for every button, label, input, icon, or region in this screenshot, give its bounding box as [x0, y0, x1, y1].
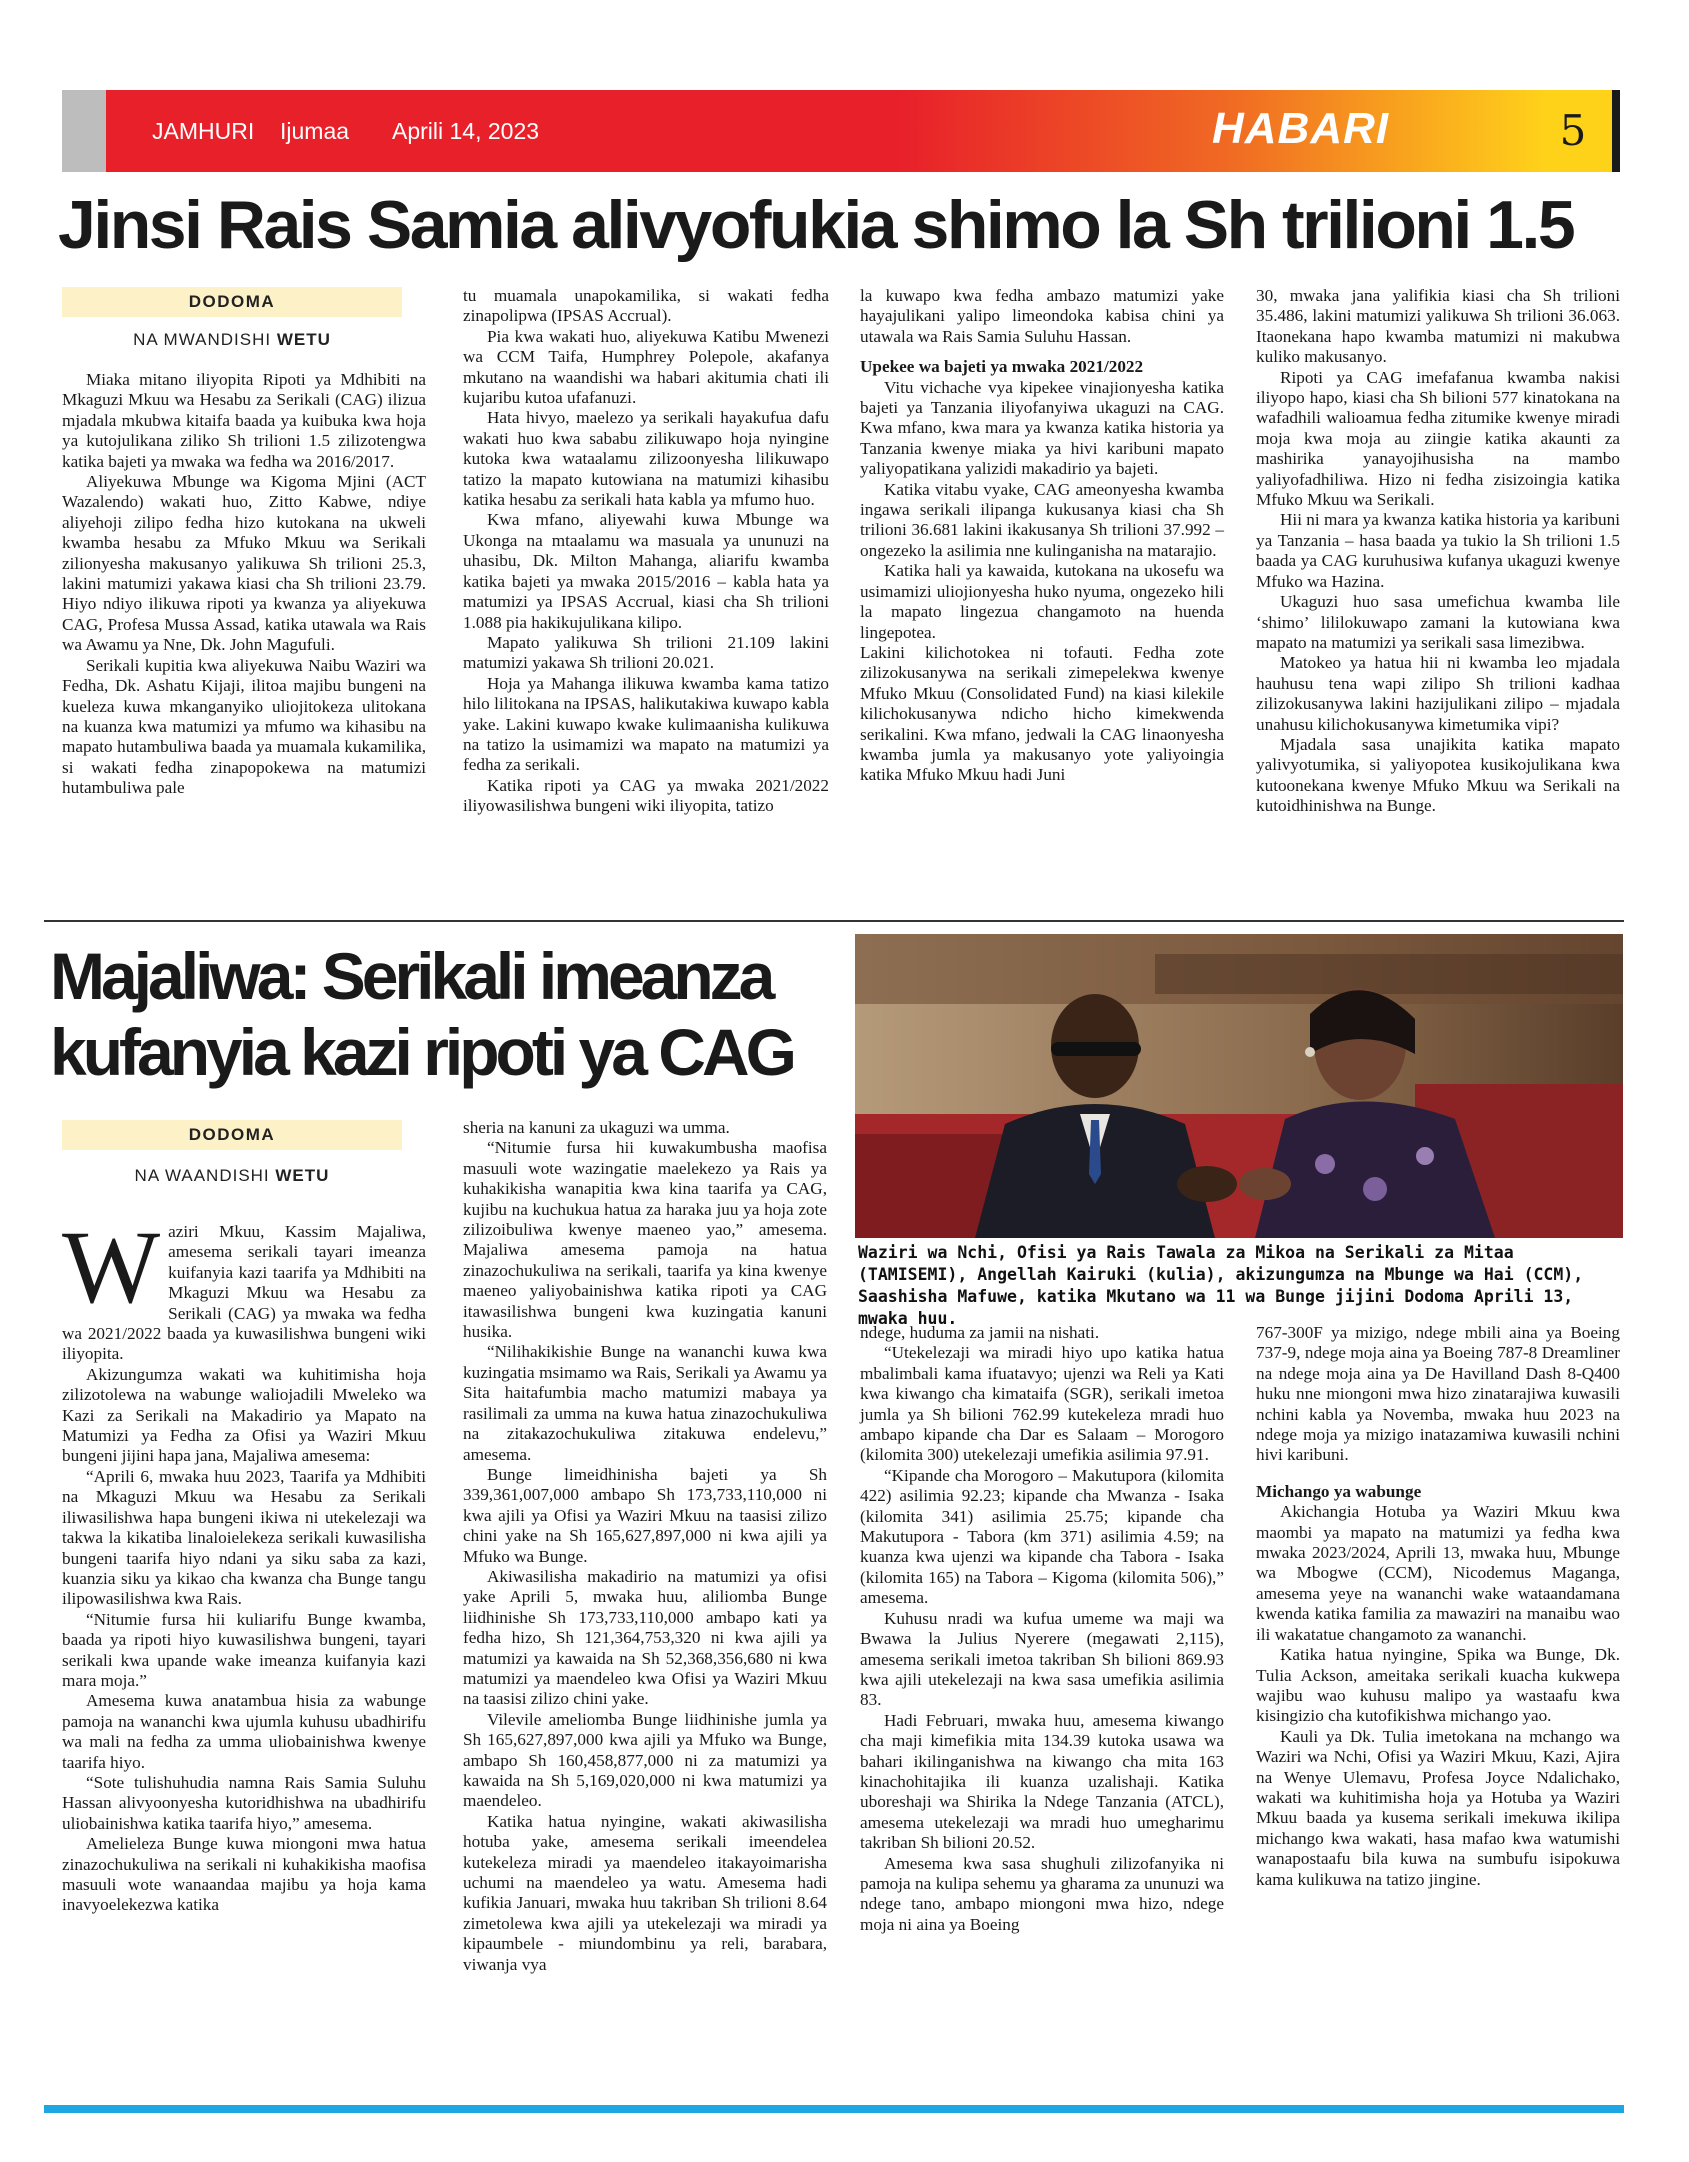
header-paper-name: JAMHURI — [152, 118, 255, 144]
photo-illustration — [855, 934, 1623, 1238]
paragraph: sheria na kanuni za ukaguzi wa umma. — [463, 1118, 730, 1137]
paragraph: tu muamala unapokamilika, si wakati fedha zinapolipwa (IPSAS Accrual). — [463, 286, 829, 326]
paragraph: Vitu vichache vya kipekee vinajionyesha katika bajeti ya Tanzania iliyofanyiwa ukaguzi na CAG. Kwa mfano, kwa mara ya kwanza katika historia ya Tanzania kwenye miaka ya hivi karibuni mapato yaliyopatikana yalizidi makadirio ya bajeti. — [860, 377, 1224, 479]
story1-byline-prefix: NA MWANDISHI — [133, 330, 272, 349]
paragraph: Kauli ya Dk. Tulia imetokana na mchango wa Waziri wa Nchi, Ofisi ya Waziri Mkuu, Kazi, Ajira na Wenye Ulemavu, Profesa Joyce Ndalichako, wakati wa kuhitimisha hoja ya Hotuba ya Waziri Mkuu baada ya kusema serikali imekuwa ikilipa michango kwa wakati, hasa mafao kwa watumishi wanapostaafu bila kuwa na sumbufu isipokuwa kama kulikuwa na tatizo jingine. — [1256, 1726, 1620, 1889]
paragraph: Akichangia Hotuba ya Waziri Mkuu kwa maombi ya mapato na matumizi ya fedha kwa mwaka 2023/2024, Aprili 13, mwaka huu, Mbunge wa Mbogwe (CCM), Nicodemus Maganga, amesema yeye na wananchi wake wataandamana kwenda katika familia za mawaziri na manaibu wao ili wakatatue changamoto za wananchi. — [1256, 1502, 1620, 1644]
story2-lead-paragraph — [62, 1210, 426, 1365]
paragraph: Miaka mitano iliyopita Ripoti ya Mdhibiti na Mkaguzi Mkuu wa Hesabu za Serikali (CAG) ilizua mjadala mkubwa kitaifa baada ya kuibuka kwa hoja ya kutojulikana ziliko Sh trilioni 1.5 zilizotengwa katika bajeti ya mwaka wa fedha wa 2016/2017. — [62, 370, 426, 471]
header-grey-block — [62, 90, 106, 172]
paragraph: Hii ni mara ya kwanza katika historia ya karibuni ya Tanzania – hasa baada ya tukio la Sh trilioni 1.5 baada ya CAG kuruhusiwa kufanya ukaguzi kwenye Mfuko wa Hazina. — [1256, 510, 1620, 591]
footer-bar — [44, 2105, 1624, 2113]
paragraph: “Sote tulishuhudia namna Rais Samia Suluhu Hassan alivyoonyesha kutoridhishwa na ubadhirifu uliobainishwa katika taarifa hiyo,” amesema. — [62, 1772, 426, 1833]
paragraph: Matokeo ya hatua hii ni kwamba leo mjadala hauhusu tena wapi zilipo Sh trilioni kadhaa zilizokusanywa lakini hazijulikani zilipo – mjadala unahusu kilichokusanywa kimetumika vipi? — [1256, 653, 1620, 734]
header-date: Aprili 14, 2023 — [392, 118, 540, 144]
paragraph: Vilevile ameliomba Bunge liidhinishe jumla ya Sh 165,627,897,000 kwa ajili ya Mfuko wa Bunge, ambapo Sh 160,458,877,000 ni za matumizi ya kawaida na Sh 5,169,020,000 ni kwa matumizi ya maendeleo. — [463, 1709, 827, 1811]
story1-byline — [62, 330, 402, 350]
paragraph: 767-300F ya mizigo, ndege mbili aina ya Boeing 737-9, ndege moja aina ya Boeing 787-8 Dreamliner na ndege moja aina ya De Havilland Dash 8-Q400 huku nne miongoni mwa hizo zinatarajiwa kuwasili nchini kabla ya Novemba, mwaka huu 2023 na ndege moja ya mizigo inatazamiwa kuwasili nchini hivi karibuni. — [1256, 1323, 1620, 1465]
paragraph: Mapato yalikuwa Sh trilioni 21.109 lakini matumizi yakawa Sh trilioni 20.021. — [463, 632, 829, 673]
paragraph: Kwa mfano, aliyewahi kuwa Mbunge wa Ukonga na mtaalamu wa masuala ya ununuzi na uhasibu, Dk. Milton Mahanga, aliarifu kwamba katika bajeti ya mwaka 2015/2016 – kabla hata ya matumizi ya IPSAS Accrual, kiasi cha Sh trilioni 1.088 pia hakikujulikana kilipo. — [463, 510, 829, 632]
paragraph: 30, mwaka jana yalifikia kiasi cha Sh trilioni 35.486, lakini matumizi yalikuwa Sh trilioni 36.063. Itaonekana hapo kwamba matumizi ni makubwa kuliko makusanyo. — [1256, 286, 1620, 367]
paragraph: Katika vitabu vyake, CAG ameonyesha kwamba ingawa serikali ilipanga kukusanya kiasi cha Sh trilioni 36.681 lakini ikakusanya Sh trilioni 37.992 – ongezeko la asilimia nne kulinganisha na matarajio. — [860, 479, 1224, 560]
story1-dateline: DODOMA — [62, 287, 402, 317]
paragraph: Mjadala sasa unajikita katika mapato yalivyotumika, si yaliyopotea kusikojulikana kwa kutoonekana kwenye Mfuko Mkuu wa Serikali na kutoidhinishwa na Bunge. — [1256, 734, 1620, 816]
story2-byline — [62, 1166, 402, 1186]
paragraph: Katika hali ya kawaida, kutokana na ukosefu wa usimamizi uliojionyesha huko nyuma, ongezeko hili la mapato lingezua changamoto na huenda lingepotea. — [860, 561, 1224, 642]
story2-column-3 — [860, 1323, 1224, 1935]
paragraph: Kuhusu nradi wa kufua umeme wa maji wa Bwawa la Julius Nyerere (megawati 2,115), amesema serikali imetoa takriban Sh bilioni 869.93 kwa ajili utekelezaji na kwa sasa umefikia asilimia 83. — [860, 1608, 1224, 1710]
paragraph: la kuwapo kwa fedha ambazo matumizi yake hayajulikani yalipo limeondoka kabisa chini ya utawala wa Rais Samia Suluhu Hassan. — [860, 286, 1224, 346]
page-number: 5 — [1559, 106, 1587, 155]
paragraph: “Utekelezaji wa miradi hiyo upo katika hatua mbalimbali kama ifuatavyo; ujenzi wa Reli ya Kati kwa kiwango cha kimataifa (SGR), serikali imetoa jumla ya Sh bilioni 762.99 kutekeleza mradi huo ambapo kipande cha Dar es Salaam – Morogoro (kilomita 300) utekelezaji umefikia asilimia 97.91. — [860, 1343, 1224, 1465]
paragraph: Amesema kuwa anatambua hisia za wabunge pamoja na wananchi kwa ujumla kuhusu ubadhirifu wa mali na fedha za umma uliobainishwa kwenye taarifa hiyo. — [62, 1691, 426, 1772]
story2-headline-line2: kufanyia kazi ripoti ya CAG — [50, 1015, 793, 1089]
header-day: Ijumaa — [280, 118, 350, 144]
story1-column-4 — [1256, 286, 1620, 817]
story2-dateline: DODOMA — [62, 1120, 402, 1150]
paragraph: “Nilihakikishie Bunge na wananchi kuwa kwa kuzingatia msimamo wa Rais, Serikali ya Awamu ya Sita haitafumbia macho matumizi mabaya ya rasilimali za umma na kuwa hatua zinazochukuliwa na zitakazochukuliwa zitakuwa endelevu,” amesema. — [463, 1342, 827, 1464]
paragraph: Amesema kwa sasa shughuli zilizofanyika ni pamoja na kulipa sehemu ya gharama za ununuzi wa ndege tano, ambapo miongoni mwa hizo, ndege moja ni aina ya Boeing — [860, 1853, 1224, 1934]
header-section: HABARI — [1212, 104, 1390, 153]
header-edge-bar — [1612, 90, 1620, 172]
paragraph: Pia kwa wakati huo, aliyekuwa Katibu Mwenezi wa CCM Taifa, Humphrey Polepole, akafanya mkutano na waandishi wa habari akitumia chati ili kujaribu kutoa ufafanuzi. — [463, 326, 829, 408]
story1-byline-name: WETU — [276, 330, 331, 349]
story2-byline-prefix: NA WAANDISHI — [134, 1166, 270, 1185]
story2-column-1 — [62, 1210, 426, 1916]
paragraph: “Nitumie fursa hii kuwakumbusha maofisa masuuli wote wazingatie maelekezo ya Rais ya kuhakikisha wanapitia kwa kina taarifa ya CAG, kujibu na kuchukua hatua za haraka juu ya hoja zote zilizoibuliwa kwenye maeneo yao,” amesema. Majaliwa amesema pamoja na hatua zinazochukuliwa na serikali, taarifa ya kina kwenye maeneo yaliyobainishwa katika ripoti ya CAG itawasilishwa bungeni kwa kuzingatia kanuni husika. — [463, 1138, 827, 1342]
story-divider — [44, 920, 1624, 922]
paragraph: Hadi Februari, mwaka huu, amesema kiwango cha maji kimefikia mita 134.39 kutoka usawa wa bahari ikilinganishwa na kiwango cha mita 163 kinachohitajika ili kuanza uzalishaji. Katika uboreshaji wa Shirika la Ndege Tanzania (ATCL), amesema utekelezaji wa mradi huo umegharimu takriban Sh bilioni 20.52. — [860, 1710, 1224, 1853]
story2-byline-name: WETU — [275, 1166, 330, 1185]
paragraph: ndege, huduma za jamii na nishati. — [860, 1323, 1100, 1342]
paragraph: Lakini kilichotokea ni tofauti. Fedha zote zilizokusanywa na serikali zimepelekwa kwenye Mfuko Mkuu (Consolidated Fund) na kiasi kilekile kilichokusanywa ndicho hicho kimekwenda serikalini. Kwa mfano, jedwali la CAG linaonyesha kwamba jumla ya makusanyo yote yaliyoingia katika Mfuko Mkuu hadi Juni — [860, 642, 1224, 785]
paragraph: Akiwasilisha makadirio na matumizi ya ofisi yake Aprili 5, mwaka huu, aliliomba Bunge liidhinishe Sh 173,733,110,000 ambapo kati ya fedha hizo, Sh 121,364,753,320 ni kwa ajili ya matumizi ya kawaida na Sh 52,368,356,680 ni kwa matumizi ya maendeleo kwa Ofisi ya Waziri Mkuu na taasisi zilizo chini yake. — [463, 1566, 827, 1709]
paragraph: Katika hatua nyingine, Spika wa Bunge, Dk. Tulia Ackson, ameitaka serikali kuacha kukwepa wajibu wao kuhusu malipo ya wastaafu kwa kisingizio cha kutofikishwa michango yao. — [1256, 1645, 1620, 1726]
story2-subhead: Michango ya wabunge — [1256, 1481, 1422, 1501]
paragraph: Akizungumza wakati wa kuhitimisha hoja zilizotolewa na wabunge waliojadili Mweleko wa Kazi za Serikali na Makadirio ya Mapato na Matumizi ya Fedha za Ofisi ya Waziri Mkuu bungeni jijini hapa jana, Majaliwa amesema: — [62, 1364, 426, 1466]
paragraph: Ukaguzi huo sasa umefichua kwamba lile ‘shimo’ lililokuwapo zamani la kutowiana kwa mapato na matumizi ya serikali sasa limezibwa. — [1256, 592, 1620, 652]
paragraph: “Nitumie fursa hii kuliarifu Bunge kwamba, baada ya ripoti hiyo kuwasilishwa bungeni, tayari serikali kwa upande wake imeanza kuifanyia kazi mara moja.” — [62, 1609, 426, 1690]
drop-cap: W — [62, 1210, 161, 1325]
paragraph: Hoja ya Mahanga ilikuwa kwamba kama tatizo hilo lilitokana na IPSAS, halikutakiwa kuwapo kabla yake. Lakini kuwapo kwake kulimaanisha kulikuwa na tatizo la usimamizi wa mapato na matumizi ya fedha za serikali. — [463, 673, 829, 775]
story1-column-3 — [860, 286, 1224, 786]
paragraph: Hata hivyo, maelezo ya serikali hayakufua dafu wakati huo kwa sababu zilikuwapo hoja nyingine kutoka kwa wataalamu zilizoonyesha lilikuwapo tatizo la mapato kutowiana na matumizi kihasibu katika hesabu za serikali hata kabla ya mfumo huo. — [463, 408, 829, 510]
story1-column-2 — [463, 286, 829, 817]
story1-subhead: Upekee wa bajeti ya mwaka 2021/2022 — [860, 357, 1144, 377]
paragraph: Katika hatua nyingine, wakati akiwasilisha hotuba yake, amesema serikali imeendelea kutekeleza miradi ya maendeleo itakayoimarisha uchumi na maendeleo ya watu. Amesema hadi kufikia Januari, mwaka huu takriban Sh trilioni 8.64 zimetolewa kwa ajili ya utekelezaji wa miradi ya kipaumbele - miundombinu ya reli, barabara, viwanja vya — [463, 1811, 827, 1974]
paragraph: Bunge limeidhinisha bajeti ya Sh 339,361,007,000 ambapo Sh 173,733,110,000 ni kwa ajili ya Ofisi ya Waziri Mkuu na taasisi zilizo chini yake na Sh 165,627,897,000 ni kwa ajili ya Mfuko wa Bunge. — [463, 1464, 827, 1566]
paragraph: Ripoti ya CAG imefafanua kwamba nakisi iliyopo hapo, kiasi cha Sh bilioni 577 kinatokana na wafadhili walioamua fedha zitumike kwenye miradi moja kwa moja au ziingie katika akaunti za mashirika yanayojihusisha na mambo yaliyofadhiliwa. Hizo ni fedha zisizoingia katika Mfuko Mkuu wa Serikali. — [1256, 367, 1620, 510]
news-photo — [855, 934, 1623, 1238]
story1-headline: Jinsi Rais Samia alivyofukia shimo la Sh trilioni 1.5 — [58, 187, 1574, 263]
lead-text: aziri Mkuu, Kassim Majaliwa, amesema serikali tayari imeanza kuifanyia kazi taarifa ya Mdhibiti na Mkaguzi Mkuu wa Hesabu za Serikali (CAG) ya mwaka wa fedha wa 2021/2022 baada ya kuwasilishwa bungeni wiki iliyopita. — [62, 1222, 426, 1364]
paragraph: “Kipande cha Morogoro – Makutupora (kilomita 422) asilimia 92.23; kipande cha Mwanza - Isaka (kilomita 341) asilimia 25.75; kipande cha Makutupora - Tabora (km 371) asilimia 4.59; na kuanza kwa ujenzi wa kipande cha Tabora - Isaka (kilomita 165) na Tabora – Kigoma (kilomita 506),” amesema. — [860, 1465, 1224, 1608]
story2-column-2 — [463, 1118, 827, 1975]
story2-column-4 — [1256, 1323, 1620, 1890]
paragraph: “Aprili 6, mwaka huu 2023, Taarifa ya Mdhibiti na Mkaguzi Mkuu wa Hesabu za Serikali iliwasilishwa hapa bungeni ikiwa ni utekelezaji wa takwa la kikatiba linaloielekeza serikali kuwasilisha bungeni taarifa hiyo ndani ya siku saba za kazi, kuanzia siku ya kikao cha kwanza cha Bunge tangu ilipowasilishwa kwa Rais. — [62, 1466, 426, 1609]
photo-caption: Waziri wa Nchi, Ofisi ya Rais Tawala za Mikoa na Serikali za Mitaa (TAMISEMI), Angellah Kairuki (kulia), akizungumza na Mbunge wa Hai (CCM), Saashisha Mafuwe, katika Mkutano wa 11 wa Bunge jijini Dodoma Aprili 13, mwaka huu. — [858, 1243, 1584, 1328]
paragraph: Aliyekuwa Mbunge wa Kigoma Mjini (ACT Wazalendo) wakati huo, Zitto Kabwe, ndiye aliyehoji zilipo fedha hizo kutokana na ukweli kwamba hesabu za Mfuko Mkuu wa Serikali zilionyesha makusanyo yalikuwa Sh trilioni 25.3, lakini matumizi yakawa kiasi cha Sh trilioni 23.79. Hiyo ndiyo ilikuwa ripoti ya kwanza ya aliyekuwa CAG, Profesa Mussa Assad, katika utawala wa Rais wa Awamu ya Nne, Dk. John Magufuli. — [62, 472, 426, 655]
paragraph: Amelieleza Bunge kuwa miongoni mwa hatua zinazochukuliwa na serikali ni kuhakikisha maofisa masuuli wote wanaandaa majibu ya hoja kama inavyoelekezwa katika — [62, 1834, 426, 1915]
story1-column-1 — [62, 370, 426, 799]
story2-headline-line1: Majaliwa: Serikali imeanza — [50, 939, 772, 1013]
paragraph: Katika ripoti ya CAG ya mwaka 2021/2022 iliyowasilishwa bungeni wiki iliyopita, tatizo — [463, 775, 829, 816]
paragraph: Serikali kupitia kwa aliyekuwa Naibu Waziri wa Fedha, Dk. Ashatu Kijaji, ilitoa majibu bungeni na kueleza kuwa mkanganyiko uliojitokeza ulitokana na kuanza kwa matumizi ya mfumo wa kihasibu na mapato hutambuliwa baada ya muamala kukamilika, si wakati fedha zinapopokewa na matumizi hutambuliwa pale — [62, 655, 426, 798]
